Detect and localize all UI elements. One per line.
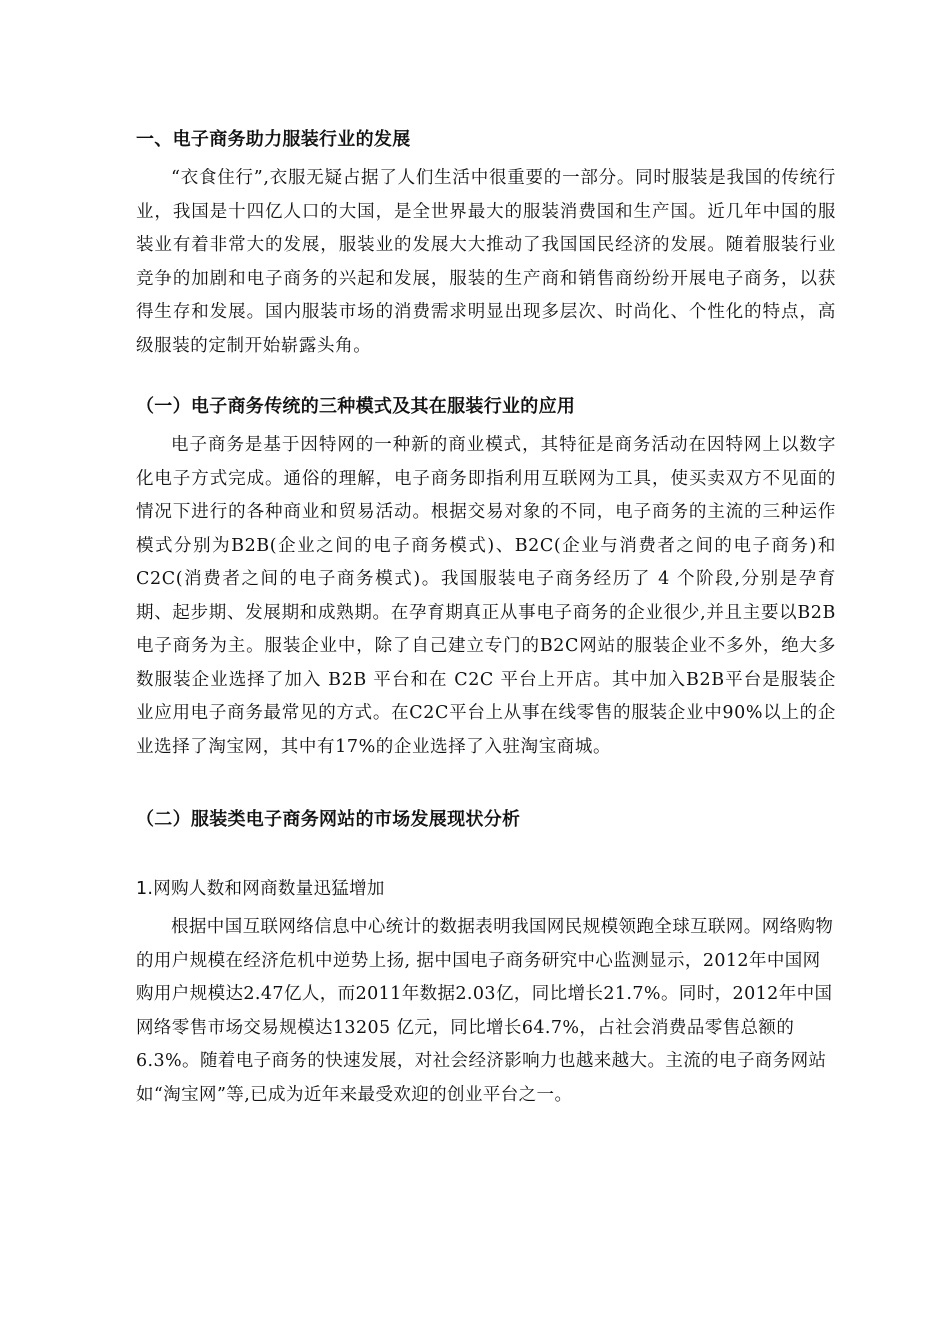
section-paragraph: “衣食住行”,衣服无疑占据了人们生活中很重要的一部分。同时服装是我国的传统行业，我国是十四亿人口的大国，是全世界最大的服装消费国和生产国。近几年中国的服装业有着非常大的发展，服装业的发展大大推动了我国国民经济的发展。随着服装行业竞争的加剧和电子商务的兴起和发展，服装的生产商和销售商纷纷开展电子商务，以获得生存和发展。国内服装市场的消费需求明显出现多层次、时尚化、个性化的特点，高级服装的定制开始崭露头角。 — [136, 168, 836, 356]
subsection-heading-1: （一）电子商务传统的三种模式及其在服装行业的应用 — [136, 396, 576, 417]
section-heading: 一、电子商务助力服装行业的发展 — [136, 129, 411, 150]
item-paragraph: 根据中国互联网络信息中心统计的数据表明我国网民规模领跑全球互联网。网络购物的用户规模在经济危机中逆势上扬, 据中国电子商务研究中心监测显示，2012年中国网购用户规模达2.47亿人，而2011年数据2.03亿，同比增长21.7%。同时，2012年中国网络零售市场交易规模达13205 亿元，同比增长64.7%，占社会消费品零售总额的6.3%。随着电子商务的快速发展，对社会经济影响力也越来越大。主流的电子商务网站如“淘宝网”等,已成为近年来最受欢迎的创业平台之一。 — [136, 917, 834, 1105]
subsection-heading-2: （二）服装类电子商务网站的市场发展现状分析 — [136, 809, 521, 830]
item-heading: 1.网购人数和网商数量迅猛增加 — [136, 879, 385, 899]
subsection-paragraph-1: 电子商务是基于因特网的一种新的商业模式，其特征是商务活动在因特网上以数字化电子方式完成。通俗的理解，电子商务即指利用互联网为工具，使买卖双方不见面的情况下进行的各种商业和贸易活动。根据交易对象的不同，电子商务的主流的三种运作模式分别为B2B(企业之间的电子商务模式)、B2C(企业与消费者之间的电子商务)和 C2C(消费者之间的电子商务模式)。我国服装电子商务经历了 4 个阶段,分别是孕育期、起步期、发展期和成熟期。在孕育期真正从事电子商务的企业很少,并且主要以B2B电子商务为主。服装企业中，除了自己建立专门的B2C网站的服装企业不多外，绝大多数服装企业选择了加入 B2B 平台和在 C2C 平台上开店。其中加入B2B平台是服装企业应用电子商务最常见的方式。在C2C平台上从事在线零售的服装企业中90%以上的企业选择了淘宝网，其中有17%的企业选择了入驻淘宝商城。 — [136, 435, 836, 757]
